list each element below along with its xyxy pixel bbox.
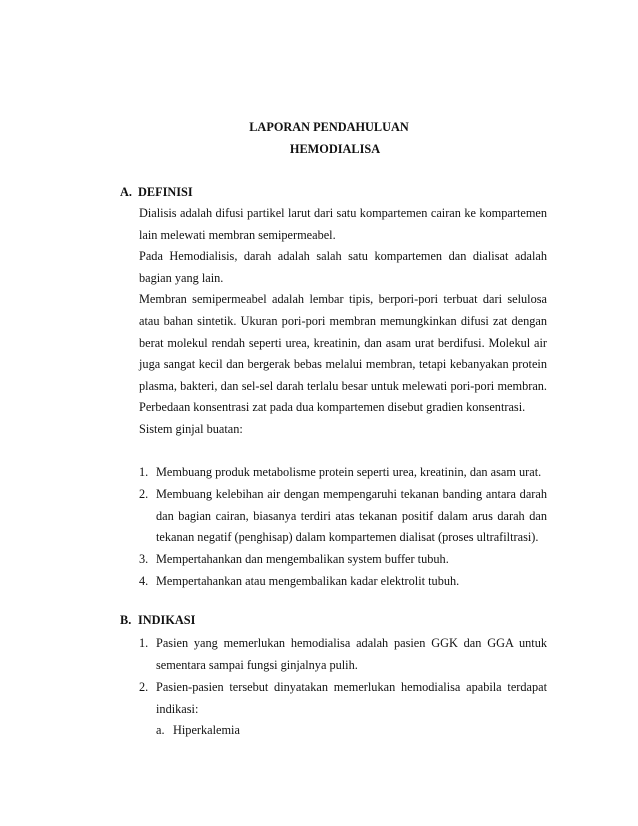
- list-text: Membuang kelebihan air dengan mempengaruhi tekanan banding antara darah dan bagian cairan, biasanya terdiri atas tekanan positif dalam arus darah dan tekanan negatif (penghisap) dalam kompartemen dialisat (proses ultrafiltrasi).: [156, 487, 547, 545]
- list-text: Mempertahankan dan mengembalikan system buffer tubuh.: [156, 552, 449, 566]
- document-subtitle: HEMODIALISA: [289, 142, 381, 156]
- section-b-heading: [120, 613, 195, 628]
- paragraph-definisi-1: Dialisis adalah difusi partikel larut dari satu kompartemen cairan ke kompartemen lain melewati membran semipermeabel.: [139, 206, 547, 242]
- section-b-title: INDIKASI: [138, 613, 196, 627]
- list-number: 2.: [139, 680, 149, 694]
- section-a-heading: [120, 185, 193, 200]
- section-a-title: DEFINISI: [138, 185, 193, 199]
- list-text: Membuang produk metabolisme protein seperti urea, kreatinin, dan asam urat.: [156, 465, 542, 479]
- list-number: 2.: [139, 487, 149, 501]
- list-text: Mempertahankan atau mengembalikan kadar elektrolit tubuh.: [156, 574, 460, 588]
- sublist-letter: a.: [156, 723, 165, 737]
- section-a-letter: A.: [120, 185, 132, 199]
- section-b-letter: B.: [120, 613, 132, 627]
- list-intro: Sistem ginjal buatan:: [139, 421, 243, 436]
- list-number: 1.: [139, 636, 149, 650]
- list-number: 1.: [139, 465, 149, 479]
- list-text: Pasien yang memerlukan hemodialisa adalah pasien GGK dan GGA untuk sementara sampai fungsi ginjalnya pulih.: [156, 636, 547, 672]
- list-number: 3.: [139, 552, 149, 566]
- section-a-body: [139, 203, 547, 441]
- list-text: Pasien-pasien tersebut dinyatakan memerlukan hemodialisa apabila terdapat indikasi:: [156, 680, 547, 716]
- paragraph-definisi-2: Pada Hemodialisis, darah adalah salah satu kompartemen dan dialisat adalah bagian yang lain.: [139, 249, 547, 285]
- list-number: 4.: [139, 574, 149, 588]
- document-title: LAPORAN PENDAHULUAN: [249, 120, 409, 134]
- sublist-text: Hiperkalemia: [173, 723, 240, 737]
- paragraph-definisi-3: Membran semipermeabel adalah lembar tipis, berpori-pori terbuat dari selulosa atau bahan sintetik. Ukuran pori-pori membran memungkinkan difusi zat dengan berat molekul rendah seperti urea, kreatinin, dan asam urat berdifusi. Molekul air juga sangat kecil dan bergerak bebas melalui membran, tetapi kebanyakan protein plasma, bakteri, dan sel-sel darah terlalu besar untuk melewati pori-pori membran. Perbedaan konsentrasi zat pada dua kompartemen disebut gradien konsentrasi.: [139, 292, 547, 415]
